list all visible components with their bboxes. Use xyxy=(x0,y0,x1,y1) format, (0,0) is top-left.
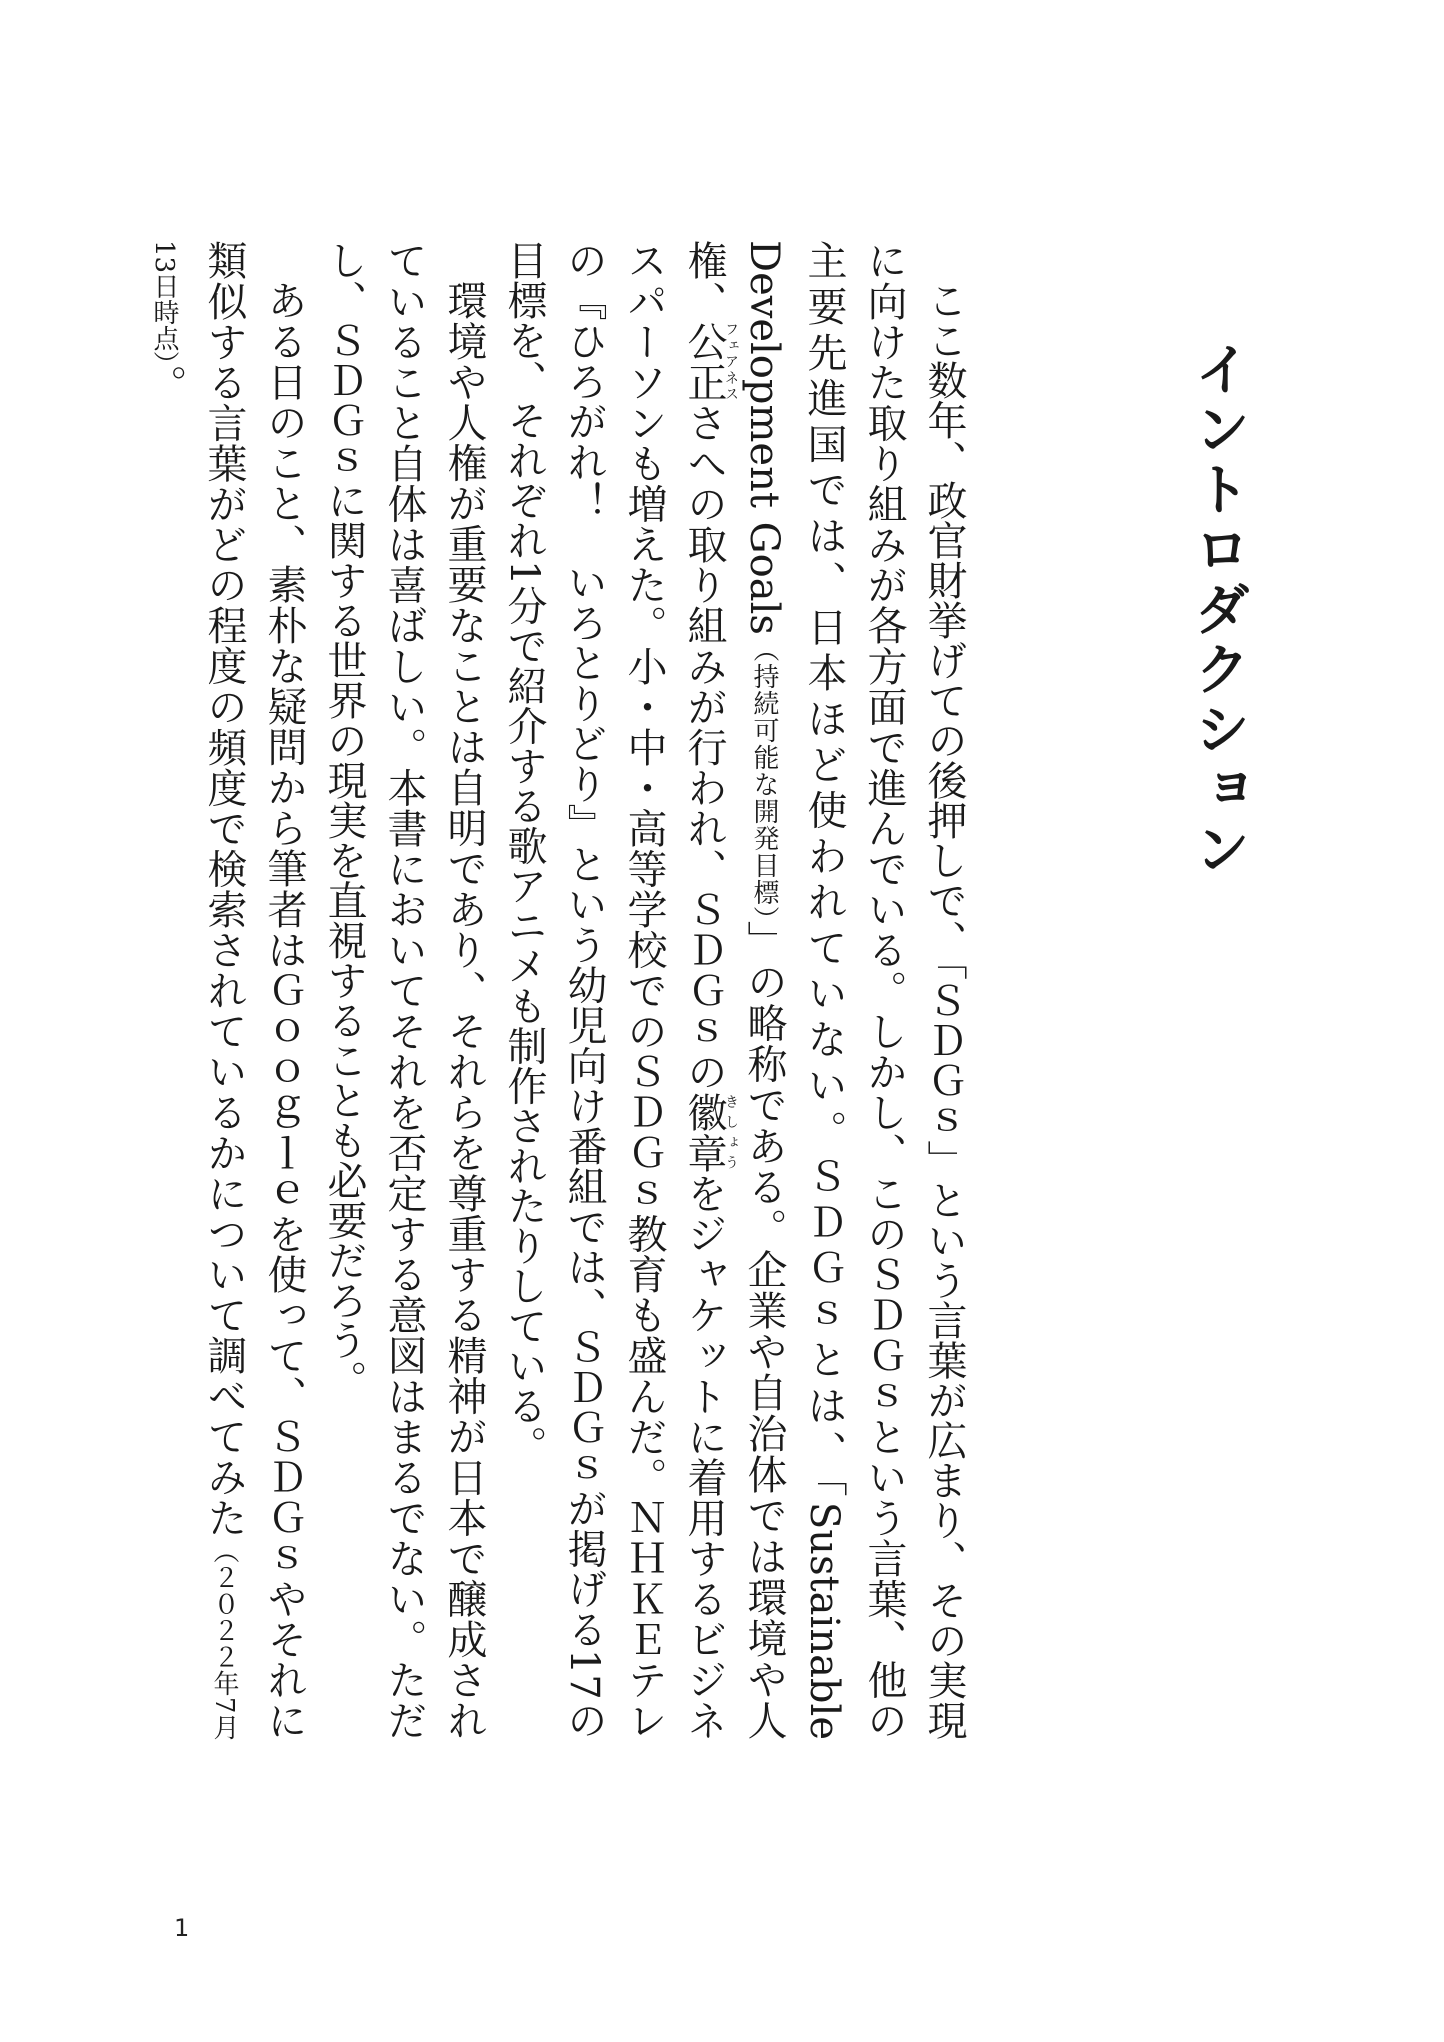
paragraph-1-part-d: さへの取り組みが行われ、ＳＤＧｓの xyxy=(681,402,727,1092)
ruby-fairness-reading: フェアネス xyxy=(723,321,739,402)
paragraph-3-part-c: 。 xyxy=(141,364,187,405)
ruby-kishou xyxy=(681,1091,739,1173)
paragraph-3-annotation: （２０２２年7月13日時点） xyxy=(149,240,239,1741)
body-text xyxy=(141,240,974,1741)
ruby-kishou-base: 徽章 xyxy=(681,1091,727,1173)
paragraph-1 xyxy=(494,240,974,1740)
paragraph-3-part-a: ある日のこと、素朴な疑問から筆者はＧｏｏｇｌｅを使って、ＳＤＧｓやそれに類似する言葉がどの程度の頻度で検索されているかについて調べてみた xyxy=(201,240,307,1740)
paragraph-1-part-c: 」の略称である。企業や自治体では環境や人権、 xyxy=(681,240,787,1741)
paragraph-3 xyxy=(134,240,314,1740)
chapter-title: イントロダクション xyxy=(1185,340,1251,880)
ruby-fairness-base: 公正 xyxy=(681,321,727,403)
paragraph-1-part-a: ここ数年、政官財挙げての後押しで、「ＳＤＧｓ」という言葉が広まり、その実現に向けた取り組みが各方面で進んでいる。しかし、このＳＤＧｓという言葉、他の主要先進国では、日本ほど使われていない。ＳＤＧｓとは、「Sustainable Development Goals xyxy=(741,240,967,1740)
paragraph-1-annotation: （持続可能な開発目標） xyxy=(749,634,779,921)
ruby-kishou-reading: きしょう xyxy=(723,1091,739,1173)
page-number: 1 xyxy=(174,1914,190,1942)
paragraph-2: 環境や人権が重要なことは自明であり、それらを尊重する精神が日本で醸成されていること自体は喜ばしい。本書においてそれを否定する意図はまるでない。ただし、ＳＤＧｓに関する世界の現実を直視することも必要だろう。 xyxy=(321,240,487,1740)
paragraph-1-part-e: をジャケットに着用するビジネスパーソンも増えた。小・中・高等学校でのＳＤＧｓ教育も盛んだ。ＮＨＫＥテレの『ひろがれ！ いろとりどり』という幼児向け番組では、ＳＤＧｓが掲げる17の目標を、それぞれ1分で紹介する歌アニメも制作されたりしている。 xyxy=(501,240,727,1741)
ruby-fairness xyxy=(681,321,739,403)
